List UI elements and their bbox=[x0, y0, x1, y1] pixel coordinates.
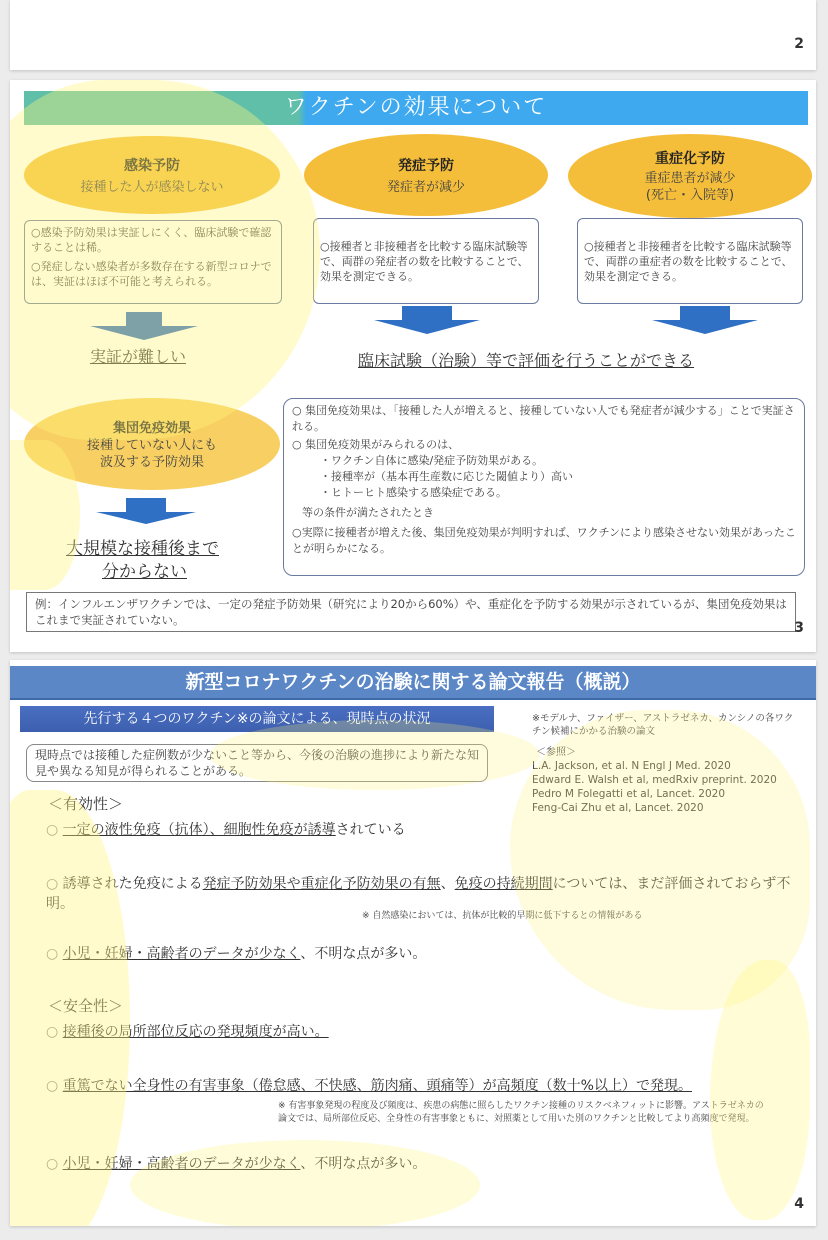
category-title: 発症予防 bbox=[398, 157, 454, 174]
page-number: 4 bbox=[794, 1196, 804, 1212]
safety-note: ※ 有害事象発現の程度及び頻度は、疾患の病態に照らしたワクチン接種のリスクベネフィットに影響。アストラゼネカの論文では、局所部位反応、全身性の有害事象ともに、対照薬として用いた別のワクチンと比較してより高頻度で発現。 bbox=[278, 1101, 764, 1124]
vaccine-footnote: ※モデルナ、ファイザー、アストラゼネカ、カンシノの各ワクチン候補にかかる治験の論文 bbox=[532, 713, 794, 737]
note-box-severity bbox=[577, 218, 803, 304]
note-text: ○感染予防効果は実証しにくく、臨床試験で確認することは稀。 bbox=[31, 226, 272, 254]
note-box-herd bbox=[283, 398, 805, 576]
category-title: 重症化予防 bbox=[655, 151, 725, 167]
reference-item: Pedro M Folegatti et al, Lancet. 2020 bbox=[532, 788, 726, 800]
note-box-onset bbox=[313, 218, 539, 304]
category-subtitle: 接種した人が感染しない bbox=[80, 179, 224, 195]
note-text: ○接種者と非接種者を比較する臨床試験等で、両群の発症者の数を比較することで、効果を測定できる。 bbox=[320, 240, 529, 283]
category-subtitle: 発症者が減少 bbox=[386, 179, 465, 195]
safety-item: ○ 接種後の局所部位反応の発現頻度が高い。 bbox=[46, 1024, 329, 1040]
reference-item: Feng-Cai Zhu et al, Lancet. 2020 bbox=[532, 802, 704, 814]
caveat-box: 現時点では接種した症例数が少ないこと等から、今後の治験の進捗により新たな知見や異なる知見が得られることがある。 bbox=[26, 744, 488, 782]
category-herd-immunity bbox=[24, 398, 280, 490]
slide-subtitle: 先行する４つのワクチン※の論文による、現時点の状況 bbox=[20, 706, 494, 732]
conclusion-difficult: 実証が難しい bbox=[90, 347, 187, 366]
note-text: ○ 集団免疫効果がみられるのは、 bbox=[292, 438, 460, 451]
page-number: 2 bbox=[794, 36, 804, 52]
category-title: 感染予防 bbox=[124, 157, 180, 174]
slide-title: 新型コロナワクチンの治験に関する論文報告（概説） bbox=[10, 666, 816, 700]
page-number: 3 bbox=[794, 620, 804, 636]
note-text: ○発症しない感染者が多数存在する新型コロナでは、実証はほぼ不可能と考えられる。 bbox=[31, 260, 272, 288]
note-box-infection bbox=[24, 220, 282, 304]
highlight-mark bbox=[130, 1140, 480, 1226]
category-onset-prevention bbox=[304, 134, 548, 216]
slide-title: ワクチンの効果について bbox=[24, 91, 808, 125]
note-text: ○接種者と非接種者を比較する臨床試験等で、両群の重症者の数を比較することで、効果を測定できる。 bbox=[584, 240, 793, 283]
note-text: ○実際に接種者が増えた後、集団免疫効果が判明すれば、ワクチンにより感染させない効果があったことが明らかになる。 bbox=[292, 526, 796, 555]
reference-item: Edward E. Walsh et al, medRxiv preprint. 2020 bbox=[532, 774, 777, 786]
efficacy-heading: ＜有効性＞ bbox=[48, 795, 124, 813]
safety-heading: ＜安全性＞ bbox=[48, 997, 124, 1015]
note-bullet: ・接種率が（基本再生産数に応じた閾値より）高い bbox=[320, 470, 573, 483]
slide-2 bbox=[10, 0, 816, 70]
reference-item: L.A. Jackson, et al. N Engl J Med. 2020 bbox=[532, 760, 731, 772]
conclusion-herd-line1: 大規模な接種後まで bbox=[66, 539, 219, 559]
note-bullet: ・ワクチン自体に感染/発症予防効果がある。 bbox=[320, 454, 544, 467]
references-label: ＜参照＞ bbox=[536, 747, 576, 758]
category-subtitle: 重症患者が減少 (死亡・入院等) bbox=[644, 171, 736, 203]
note-text: 等の条件が満たされたとき bbox=[302, 506, 434, 519]
conclusion-clinical-trial: 臨床試験（治験）等で評価を行うことができる bbox=[358, 351, 695, 370]
conclusion-herd-line2: 分からない bbox=[102, 562, 187, 582]
efficacy-item: ○ 小児・妊婦・高齢者のデータが少なく、不明な点が多い。 bbox=[46, 946, 427, 962]
efficacy-note: ※ 自然感染においては、抗体が比較的早期に低下するとの情報がある bbox=[362, 911, 643, 921]
example-box: 例：インフルエンザワクチンでは、一定の発症予防効果（研究により20から60%）や、重症化を予防する効果が示されているが、集団免疫効果はこれまで実証されていない。 bbox=[26, 592, 796, 632]
efficacy-item: ○ 誘導された免疫による発症予防効果や重症化予防効果の有無、免疫の持続期間については、まだ評価されておらず不明。 bbox=[46, 876, 791, 912]
note-text: ○ 集団免疫効果は、「接種した人が増えると、接種していない人でも発症者が減少する」ことで実証される。 bbox=[292, 404, 795, 433]
slide-3 bbox=[10, 80, 816, 652]
efficacy-item: ○ 一定の液性免疫（抗体）、細胞性免疫が誘導されている bbox=[46, 822, 406, 838]
category-severity-prevention bbox=[568, 134, 812, 218]
category-subtitle: 接種していない人にも 波及する予防効果 bbox=[86, 438, 217, 470]
slide-4 bbox=[10, 660, 816, 1226]
note-bullet: ・ヒトーヒト感染する感染症である。 bbox=[320, 486, 507, 499]
category-infection-prevention bbox=[24, 136, 280, 214]
safety-item: ○ 小児・妊婦・高齢者のデータが少なく、不明な点が多い。 bbox=[46, 1156, 427, 1172]
category-title: 集団免疫効果 bbox=[112, 421, 191, 436]
safety-item: ○ 重篤でない全身性の有害事象（倦怠感、不快感、筋肉痛、頭痛等）が高頻度（数十%以上）で発現。 bbox=[46, 1078, 692, 1094]
